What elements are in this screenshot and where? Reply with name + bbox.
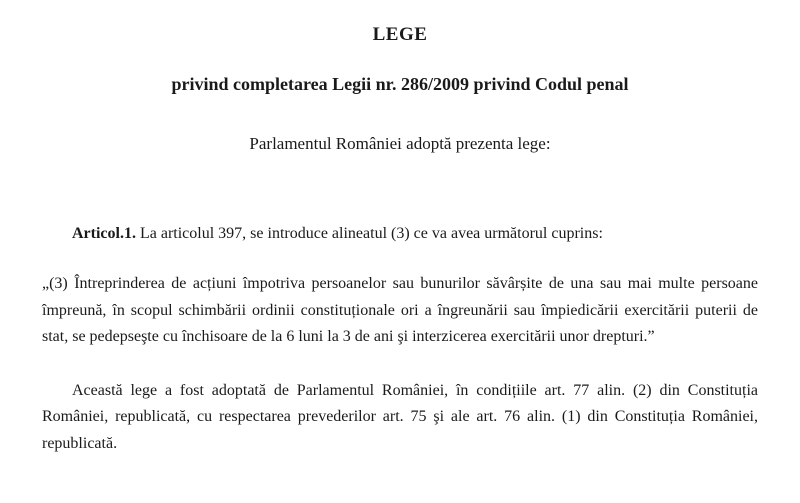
- article-label: Articol.1.: [72, 224, 136, 242]
- document-subtitle: privind completarea Legii nr. 286/2009 privind Codul penal: [171, 73, 629, 94]
- article-text: La articolul 397, se introduce alineatul (3) ce va avea următorul cuprins:: [135, 224, 603, 242]
- page-title: LEGE: [372, 24, 428, 45]
- enactment-formula: Parlamentul României adoptă prezenta lege:: [249, 134, 551, 154]
- adoption-note: Această lege a fost adoptată de Parlamentul României, în condițiile art. 77 alin. (2) din Constituția României, republicată, cu respectarea prevederilor art. 75 şi ale art. 76 alin. (1) din Constituția României, republicată.: [42, 381, 758, 452]
- article-paragraph: [42, 156, 758, 245]
- quoted-provision: „(3) Întreprinderea de acțiuni împotriva persoanelor sau bunurilor săvârșite de una sau mai multe persoane împreună, în scopul schimbării ordinii constituționale ori a îngreunării sau împiedicării exercitării puterii de stat, se pedepseşte cu închisoare de la 6 luni la 3 de ani şi interzicerea exercitării unor drepturi.”: [42, 275, 758, 346]
